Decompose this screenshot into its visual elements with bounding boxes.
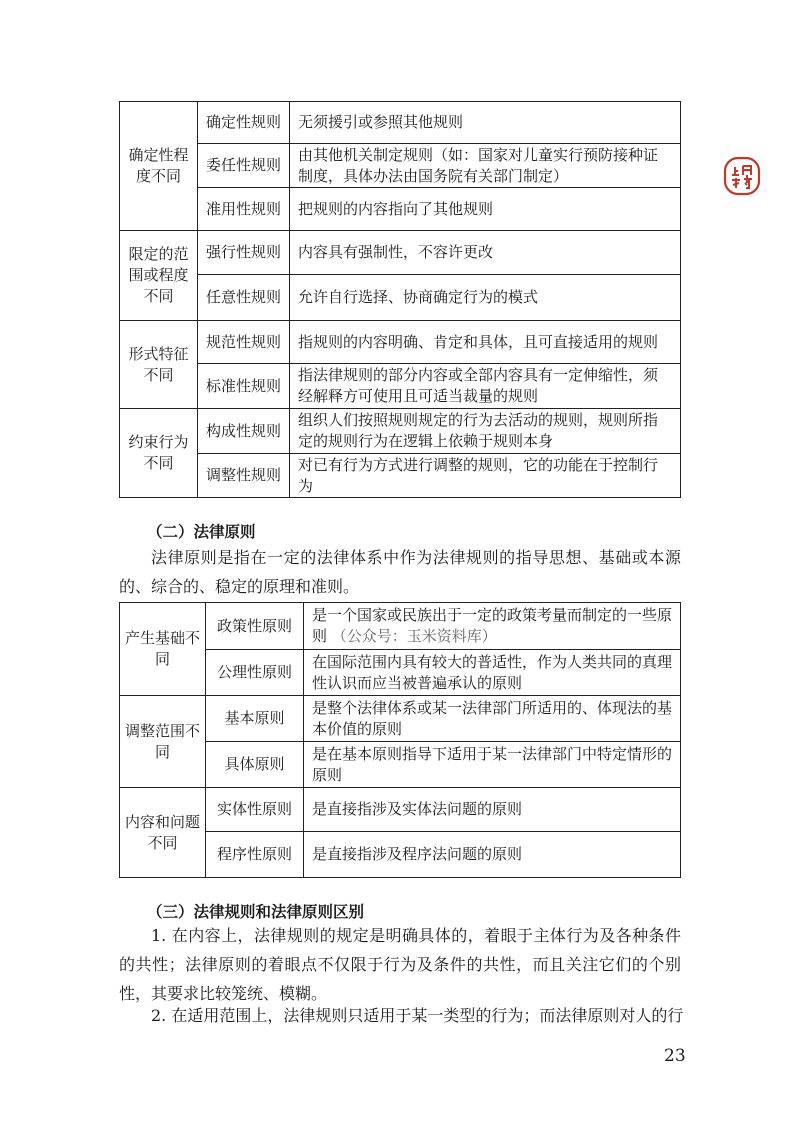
category-cell: 产生基础不同: [120, 603, 206, 696]
rule-type-cell: 确定性规则: [198, 102, 290, 144]
principle-desc-cell: 是直接指涉及程序法问题的原则: [304, 832, 681, 878]
principle-desc-cell: [304, 603, 681, 650]
paragraph: 法律原则是指在一定的法律体系中作为法律规则的指导思想、基础或本源的、综合的、稳定的原理和准则。: [119, 548, 681, 596]
category-cell: 内容和问题不同: [120, 788, 206, 878]
page-number: 23: [664, 1046, 686, 1066]
rule-type-cell: 准用性规则: [198, 188, 290, 231]
principle-desc-cell: 是整个法律体系或某一法律部门所适用的、体现法的基本价值的原则: [304, 696, 681, 742]
rule-type-cell: 标准性规则: [198, 364, 290, 409]
rule-desc-cell: 把规则的内容指向了其他规则: [290, 188, 681, 231]
rule-classification-table: [119, 101, 681, 498]
principle-type-cell: 公理性原则: [206, 650, 304, 696]
section-heading: （二）法律原则: [147, 523, 256, 541]
category-cell: 调整范围不同: [120, 696, 206, 788]
principle-type-cell: 具体原则: [206, 742, 304, 788]
principle-type-cell: 实体性原则: [206, 788, 304, 832]
rule-type-cell: 委任性规则: [198, 144, 290, 188]
rule-desc-cell: 无须援引或参照其他规则: [290, 102, 681, 144]
category-cell: 确定性程度不同: [120, 102, 198, 231]
rule-desc-cell: 允许自行选择、协商确定行为的模式: [290, 275, 681, 321]
category-cell: 约束行为不同: [120, 409, 198, 498]
principle-desc-cell: 在国际范围内具有较大的普适性，作为人类共同的真理性认识而应当被普遍承认的原则: [304, 650, 681, 696]
rule-type-cell: 强行性规则: [198, 231, 290, 275]
principle-type-cell: 基本原则: [206, 696, 304, 742]
category-cell: 形式特征不同: [120, 321, 198, 409]
rule-desc-cell: 内容具有强制性，不容许更改: [290, 231, 681, 275]
principle-desc-cell: 是在基本原则指导下适用于某一法律部门中特定情形的原则: [304, 742, 681, 788]
principle-classification-table: [119, 602, 681, 878]
principle-type-cell: 政策性原则: [206, 603, 304, 650]
paragraph: 1. 在内容上，法律规则的规定是明确具体的，着眼于主体行为及各种条件的共性；法律原则的着眼点不仅限于行为及条件的共性，而且关注它们的个别性，其要求比较笼统、模糊。: [119, 926, 681, 1003]
paragraph: 2. 在适用范围上，法律规则只适用于某一类型的行为；而法律原则对人的行: [151, 1006, 684, 1025]
rule-type-cell: 调整性规则: [198, 454, 290, 498]
section-heading: （三）法律规则和法律原则区别: [147, 903, 365, 921]
principle-desc-cell: 是直接指涉及实体法问题的原则: [304, 788, 681, 832]
rule-desc-cell: 由其他机关制定规则（如：国家对儿童实行预防接种证制度，具体办法由国务院有关部门制定）: [290, 144, 681, 188]
category-cell: 限定的范围或程度不同: [120, 231, 198, 321]
seal-logo-icon: [722, 155, 762, 197]
rule-type-cell: 任意性规则: [198, 275, 290, 321]
rule-type-cell: 构成性规则: [198, 409, 290, 454]
principle-type-cell: 程序性原则: [206, 832, 304, 878]
rule-type-cell: 规范性规则: [198, 321, 290, 364]
wechat-note: （公众号：玉米资料库）: [331, 627, 497, 645]
rule-desc-cell: 指法律规则的部分内容或全部内容具有一定伸缩性，须经解释方可使用且可适当裁量的规则: [290, 364, 681, 409]
rule-desc-cell: 组织人们按照规则规定的行为去活动的规则，规则所指定的规则行为在逻辑上依赖于规则本身: [290, 409, 681, 454]
rule-desc-cell: 对已有行为方式进行调整的规则，它的功能在于控制行为: [290, 454, 681, 498]
rule-desc-cell: 指规则的内容明确、肯定和具体，且可直接适用的规则: [290, 321, 681, 364]
principle-desc-text: 是一个国家或民族出于一定的政策考量而制定的一些原则: [312, 606, 673, 645]
